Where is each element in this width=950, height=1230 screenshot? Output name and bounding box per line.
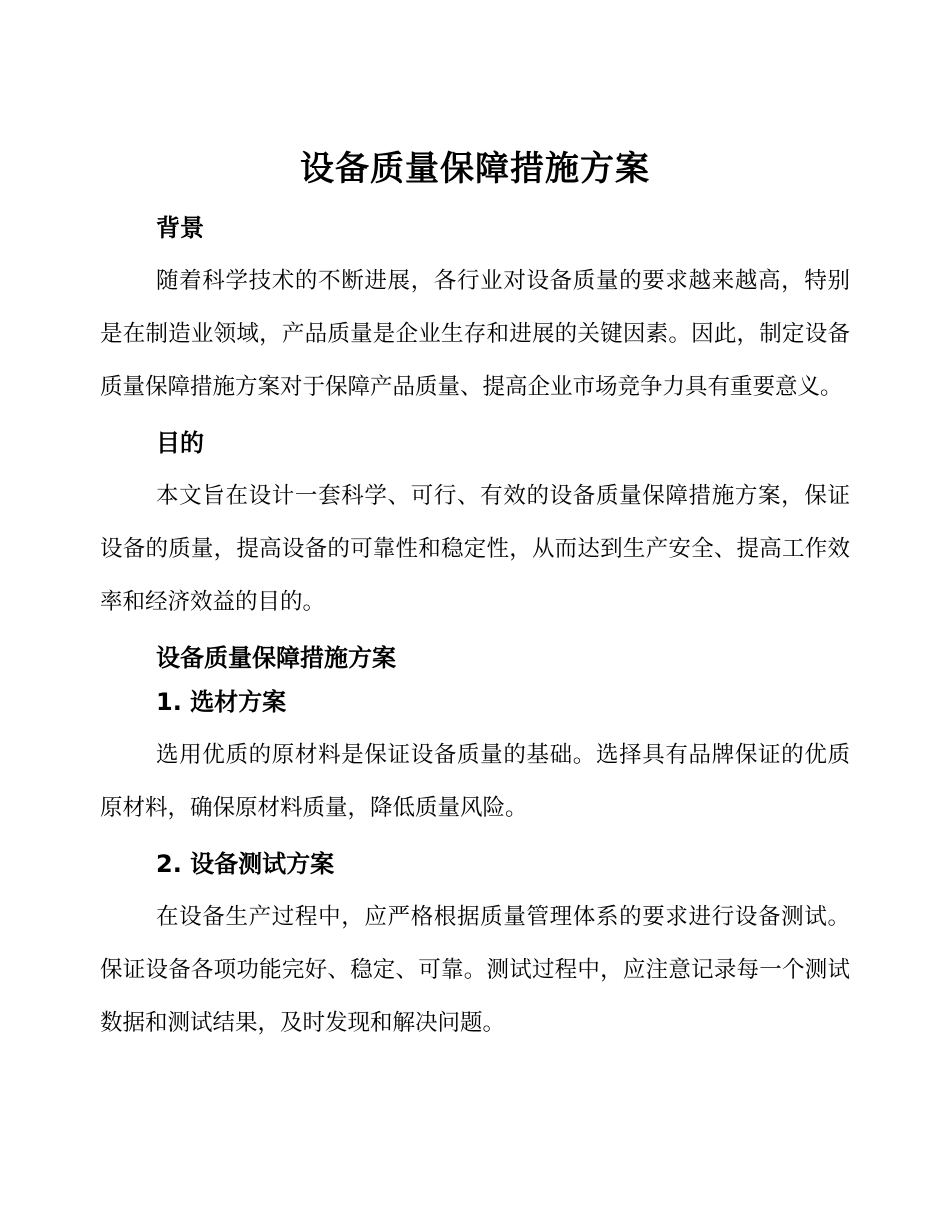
section-paragraph: 选用优质的原材料是保证设备质量的基础。选择具有品牌保证的优质原材料，确保原材料质量，降低质量风险。	[100, 742, 850, 821]
section-heading-background: 背景	[156, 214, 204, 242]
section-paragraph: 随着科学技术的不断进展，各行业对设备质量的要求越来越高，特别是在制造业领域，产品质量是企业生存和进展的关键因素。因此，制定设备质量保障措施方案对于保障产品质量、提高企业市场竞争力具有重要意义。	[100, 268, 850, 400]
section-paragraph: 在设备生产过程中，应严格根据质量管理体系的要求进行设备测试。保证设备各项功能完好、稳定、可靠。测试过程中，应注意记录每一个测试数据和测试结果，及时发现和解决问题。	[100, 904, 850, 1036]
section-heading-equipment-testing: 2. 设备测试方案	[156, 850, 335, 878]
section-heading-material-selection: 1. 选材方案	[156, 688, 287, 716]
section-heading-purpose: 目的	[156, 429, 204, 457]
document-title: 设备质量保障措施方案	[300, 149, 650, 189]
section-heading-plan: 设备质量保障措施方案	[156, 644, 396, 672]
section-paragraph: 本文旨在设计一套科学、可行、有效的设备质量保障措施方案，保证设备的质量，提高设备的可靠性和稳定性，从而达到生产安全、提高工作效率和经济效益的目的。	[100, 483, 850, 615]
